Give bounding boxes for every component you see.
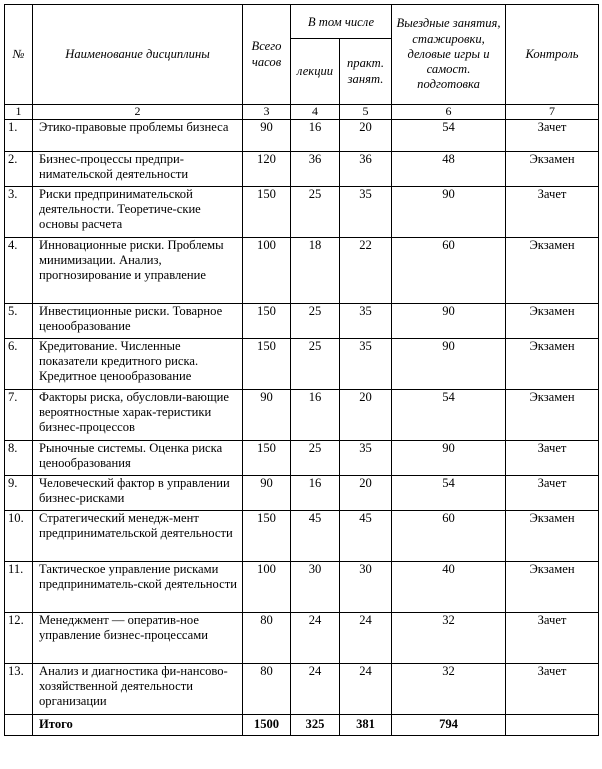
total-lectures: 325 (291, 715, 340, 736)
total-hours-cell: 150 (243, 441, 291, 476)
total-hours-cell: 90 (243, 476, 291, 511)
row-number: 1. (5, 120, 33, 152)
row-number: 12. (5, 613, 33, 664)
total-hours-cell: 150 (243, 339, 291, 390)
control-cell: Экзамен (506, 339, 599, 390)
row-number: 10. (5, 511, 33, 562)
column-number: 1 (5, 105, 33, 120)
row-number: 8. (5, 441, 33, 476)
practical-cell: 22 (340, 238, 392, 304)
control-cell: Экзамен (506, 238, 599, 304)
external-cell: 90 (392, 339, 506, 390)
column-number: 5 (340, 105, 392, 120)
external-cell: 90 (392, 304, 506, 339)
practical-cell: 20 (340, 476, 392, 511)
table-row (5, 441, 599, 476)
table-row (5, 511, 599, 562)
control-cell: Зачет (506, 120, 599, 152)
total-practical: 381 (340, 715, 392, 736)
practical-cell: 35 (340, 441, 392, 476)
total-hours-cell: 150 (243, 304, 291, 339)
control-cell: Зачет (506, 476, 599, 511)
column-number: 2 (33, 105, 243, 120)
table-row (5, 613, 599, 664)
lectures-cell: 25 (291, 339, 340, 390)
control-cell: Экзамен (506, 152, 599, 187)
lectures-cell: 16 (291, 120, 340, 152)
practical-cell: 20 (340, 120, 392, 152)
practical-cell: 30 (340, 562, 392, 613)
header-number: № (5, 5, 33, 105)
discipline-name: Кредитование. Численные показатели кредитного риска. Кредитное ценообразование (33, 339, 243, 390)
table-row (5, 562, 599, 613)
discipline-name: Инвестиционные риски. Товарное ценообразование (33, 304, 243, 339)
discipline-name: Человеческий фактор в управлении бизнес-рисками (33, 476, 243, 511)
lectures-cell: 30 (291, 562, 340, 613)
total-hours-cell: 100 (243, 238, 291, 304)
lectures-cell: 16 (291, 390, 340, 441)
control-cell: Экзамен (506, 511, 599, 562)
external-cell: 54 (392, 390, 506, 441)
curriculum-table (4, 4, 599, 736)
practical-cell: 24 (340, 664, 392, 715)
discipline-name: Бизнес-процессы предпри-нимательской деятельности (33, 152, 243, 187)
external-cell: 48 (392, 152, 506, 187)
lectures-cell: 36 (291, 152, 340, 187)
total-hours-cell: 80 (243, 664, 291, 715)
total-control (506, 715, 599, 736)
column-number: 4 (291, 105, 340, 120)
practical-cell: 36 (340, 152, 392, 187)
table-row (5, 187, 599, 238)
table-row (5, 390, 599, 441)
header-practical: практ. занят. (340, 39, 392, 105)
row-number: 3. (5, 187, 33, 238)
control-cell: Зачет (506, 613, 599, 664)
header-including: В том числе (291, 5, 392, 39)
row-number: 5. (5, 304, 33, 339)
practical-cell: 24 (340, 613, 392, 664)
table-row (5, 152, 599, 187)
discipline-name: Риски предпринимательской деятельности. Теоретиче-ские основы расчета (33, 187, 243, 238)
external-cell: 60 (392, 511, 506, 562)
control-cell: Зачет (506, 664, 599, 715)
practical-cell: 45 (340, 511, 392, 562)
external-cell: 40 (392, 562, 506, 613)
lectures-cell: 24 (291, 664, 340, 715)
row-number: 7. (5, 390, 33, 441)
lectures-cell: 25 (291, 187, 340, 238)
external-cell: 90 (392, 187, 506, 238)
total-external: 794 (392, 715, 506, 736)
total-hours-cell: 120 (243, 152, 291, 187)
control-cell: Экзамен (506, 562, 599, 613)
table-row (5, 120, 599, 152)
row-number: 6. (5, 339, 33, 390)
header-lectures: лекции (291, 39, 340, 105)
external-cell: 32 (392, 664, 506, 715)
column-number: 6 (392, 105, 506, 120)
discipline-name: Стратегический менедж-мент предпринимательской деятельности (33, 511, 243, 562)
table-row (5, 304, 599, 339)
control-cell: Зачет (506, 187, 599, 238)
column-number: 7 (506, 105, 599, 120)
external-cell: 90 (392, 441, 506, 476)
practical-cell: 35 (340, 339, 392, 390)
external-cell: 32 (392, 613, 506, 664)
row-number: 4. (5, 238, 33, 304)
total-hours-cell: 80 (243, 613, 291, 664)
total-hours-cell: 90 (243, 120, 291, 152)
total-hours-cell: 150 (243, 511, 291, 562)
column-number: 3 (243, 105, 291, 120)
external-cell: 54 (392, 120, 506, 152)
table-row (5, 238, 599, 304)
control-cell: Экзамен (506, 390, 599, 441)
total-hours-cell: 90 (243, 390, 291, 441)
discipline-name: Этико-правовые проблемы бизнеса (33, 120, 243, 152)
discipline-name: Рыночные системы. Оценка риска ценообразования (33, 441, 243, 476)
table-row (5, 476, 599, 511)
row-number: 11. (5, 562, 33, 613)
practical-cell: 35 (340, 187, 392, 238)
total-hours-cell: 100 (243, 562, 291, 613)
total-label: Итого (33, 715, 243, 736)
table-row (5, 339, 599, 390)
row-number: 2. (5, 152, 33, 187)
row-number: 13. (5, 664, 33, 715)
external-cell: 54 (392, 476, 506, 511)
discipline-name: Менеджмент — оператив-ное управление бизнес-процессами (33, 613, 243, 664)
total-hours-cell: 150 (243, 187, 291, 238)
practical-cell: 35 (340, 304, 392, 339)
external-cell: 60 (392, 238, 506, 304)
column-numbers-row (5, 105, 599, 120)
header-total-hours: Всего часов (243, 5, 291, 105)
practical-cell: 20 (340, 390, 392, 441)
lectures-cell: 45 (291, 511, 340, 562)
control-cell: Зачет (506, 441, 599, 476)
discipline-name: Анализ и диагностика фи-нансово-хозяйственной деятельности организации (33, 664, 243, 715)
lectures-cell: 16 (291, 476, 340, 511)
lectures-cell: 24 (291, 613, 340, 664)
lectures-cell: 18 (291, 238, 340, 304)
discipline-name: Инновационные риски. Проблемы минимизации. Анализ, прогнозирование и управление (33, 238, 243, 304)
header-control: Контроль (506, 5, 599, 105)
lectures-cell: 25 (291, 304, 340, 339)
discipline-name: Тактическое управление рисками предприниматель-ской деятельности (33, 562, 243, 613)
table-row (5, 664, 599, 715)
row-number: 9. (5, 476, 33, 511)
total-hours: 1500 (243, 715, 291, 736)
discipline-name: Факторы риска, обусловли-вающие вероятностные харак-теристики бизнес-процессов (33, 390, 243, 441)
control-cell: Экзамен (506, 304, 599, 339)
header-discipline-name: Наименование дисциплины (33, 5, 243, 105)
lectures-cell: 25 (291, 441, 340, 476)
total-row (5, 715, 599, 736)
header-external-classes: Выездные занятия, стажировки, деловые игры и самост. подготовка (392, 5, 506, 105)
